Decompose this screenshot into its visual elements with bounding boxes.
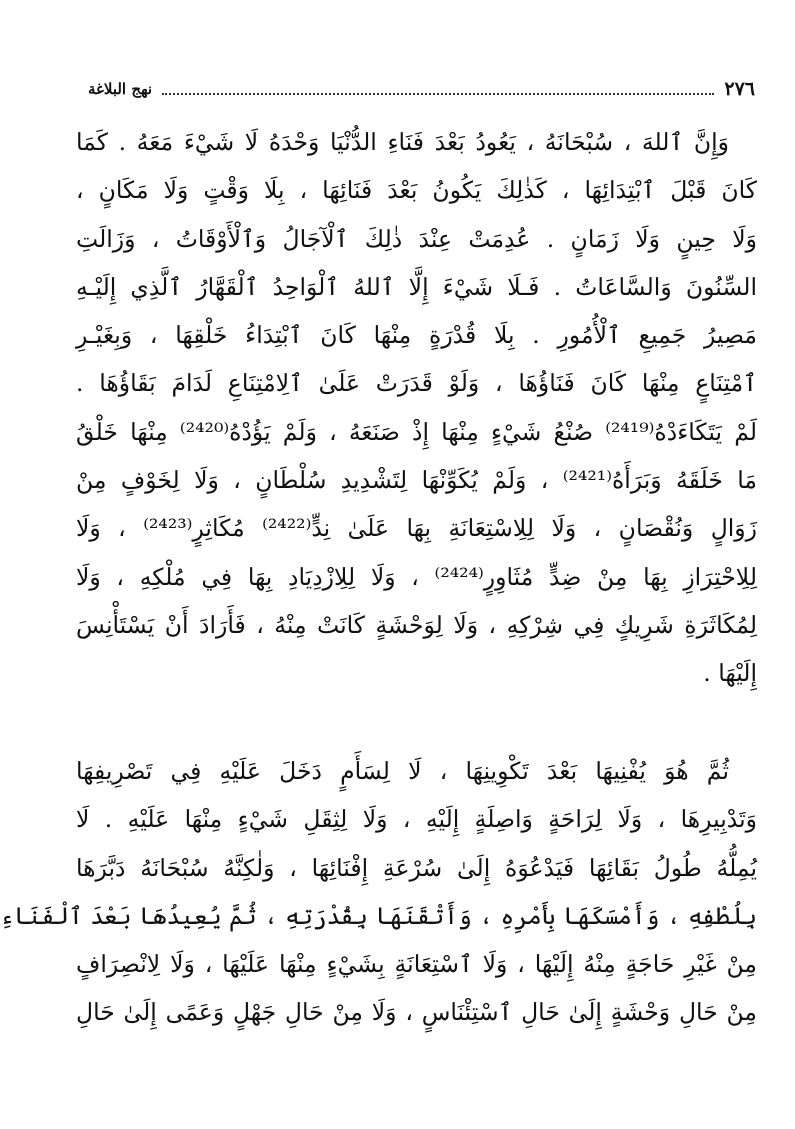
text-line: لِمُكَاثَرَةِ شَرِيكٍ فِي شِرْكِهِ ، وَلَا لِوَحْشَةٍ كَانَتْ مِنْهُ ، فَأَرَادَ أَنْ يَسْتَأْنِسَ bbox=[76, 610, 757, 639]
page-header bbox=[88, 74, 755, 100]
text-line: كَانَ قَبْلَ ٱبْتِدَائِهَا ، كَذٰلِكَ يَكُونُ بَعْدَ فَنَائِهَا ، بِلَا وَقْتٍ وَلَا مَكَانٍ ، bbox=[76, 176, 757, 205]
text-line: مِنْ غَيْرِ حَاجَةٍ مِنْهُ إِلَيْهَا ، وَلَا ٱسْتِعَانَةٍ بِشَيْءٍ مِنْهَا عَلَيْهَا ، وَلَا لِانْصِرَافٍ bbox=[76, 950, 757, 979]
text-line: بِلُطْفِهِ ، وَأَمْسَكَهَا بِأَمْرِهِ ، وَأَتْقَنَهَا بِقُدْرَتِهِ ، ثُمَّ يُعِيدُهَا بَعْدَ ٱلْفَنَاءِ bbox=[0, 901, 757, 930]
text-line: يُمِلُّهُ طُولُ بَقَائِهَا فَيَدْعُوَهُ إِلَىٰ سُرْعَةِ إِفْنَائِهَا ، وَلٰكِنَّهُ سُبْحَانَهُ دَبَّرَهَا bbox=[76, 853, 757, 882]
paragraph-1 bbox=[76, 118, 757, 698]
page-number: ٢٧٦ bbox=[724, 78, 755, 100]
text-line: السِّنُونَ وَالسَّاعَاتُ . فَـلَا شَيْءَ إِلَّا ٱللهُ ٱلْوَاحِدُ ٱلْقَهَّارُ ٱلَّذِي إِلَيْـهِ bbox=[76, 272, 757, 301]
text-line: لِلِاحْتِرَازِ بِهَا مِنْ ضِدٍّ مُثَاوِرٍ⁽²⁴²⁴⁾ ، وَلَا لِلِازْدِيَادِ بِهَا فِي مُلْكِهِ ، وَلَا bbox=[76, 562, 757, 591]
text-line: مَصِيرُ جَمِيعِ ٱلْأُمُورِ . بِلَا قُدْرَةٍ مِنْهَا كَانَ ٱبْتِدَاءُ خَلْقِهَا ، وَبِغَيْـرِ bbox=[76, 321, 757, 350]
text-line: مِنْ حَالِ وَحْشَةٍ إِلَىٰ حَالِ ٱسْتِئْنَاسٍ ، وَلَا مِنْ حَالِ جَهْلٍ وَعَمًى إِلَىٰ حَالِ bbox=[76, 998, 757, 1027]
text-line: زَوَالٍ وَنُقْصَانٍ ، وَلَا لِلِاسْتِعَانَةِ بِهَا عَلَىٰ نِدٍّ⁽²⁴²²⁾ مُكَاثِرٍ⁽²⁴²³⁾ ، وَلَا bbox=[76, 514, 757, 543]
text-line: ٱمْتِنَاعٍ مِنْهَا كَانَ فَنَاؤُهَا ، وَلَوْ قَدَرَتْ عَلَىٰ ٱلِامْتِنَاعِ لَدَامَ بَقَاؤُهَا . bbox=[76, 369, 757, 398]
text-line: وَإِنَّ ٱللهَ ، سُبْحَانَهُ ، يَعُودُ بَعْدَ فَنَاءِ الدُّنْيَا وَحْدَهُ لَا شَيْءَ مَعَهُ . كَمَا bbox=[76, 128, 729, 156]
text-line: لَمْ يَتَكَاءَدْهُ⁽²⁴¹⁹⁾ صُنْعُ شَيْءٍ مِنْهَا إِذْ صَنَعَهُ ، وَلَمْ يَؤُدْهُ⁽²⁴²⁰⁾ مِنْهَا خَلْقُ bbox=[76, 417, 757, 446]
text-line: وَلَا حِينٍ وَلَا زَمَانٍ . عُدِمَتْ عِنْدَ ذٰلِكَ ٱلْآجَالُ وَٱلْأَوْقَاتُ ، وَزَالَتِ bbox=[76, 224, 757, 253]
text-line: ثُمَّ هُوَ يُفْنِيهَا بَعْدَ تَكْوِينِهَا ، لَا لِسَأَمٍ دَخَلَ عَلَيْهِ فِي تَصْرِيفِهَا bbox=[76, 757, 729, 785]
text-line: وَتَدْبِيرِهَا ، وَلَا لِرَاحَةٍ وَاصِلَةٍ إِلَيْهِ ، وَلَا لِثِقَلِ شَيْءٍ مِنْهَا عَلَيْهِ . لَا bbox=[76, 805, 757, 834]
header-dotted-rule bbox=[162, 93, 714, 95]
text-line: إِلَيْهَا . bbox=[703, 659, 757, 688]
paragraph-2 bbox=[0, 747, 757, 1037]
text-line: مَا خَلَقَهُ وَبَرَأَهُ⁽²⁴²¹⁾ ، وَلَمْ يُكَوِّنْهَا لِتَشْدِيدِ سُلْطَانٍ ، وَلَا لِخَوْفٍ مِنْ bbox=[76, 466, 757, 495]
running-head-title: نهج البلاغة bbox=[88, 80, 153, 98]
